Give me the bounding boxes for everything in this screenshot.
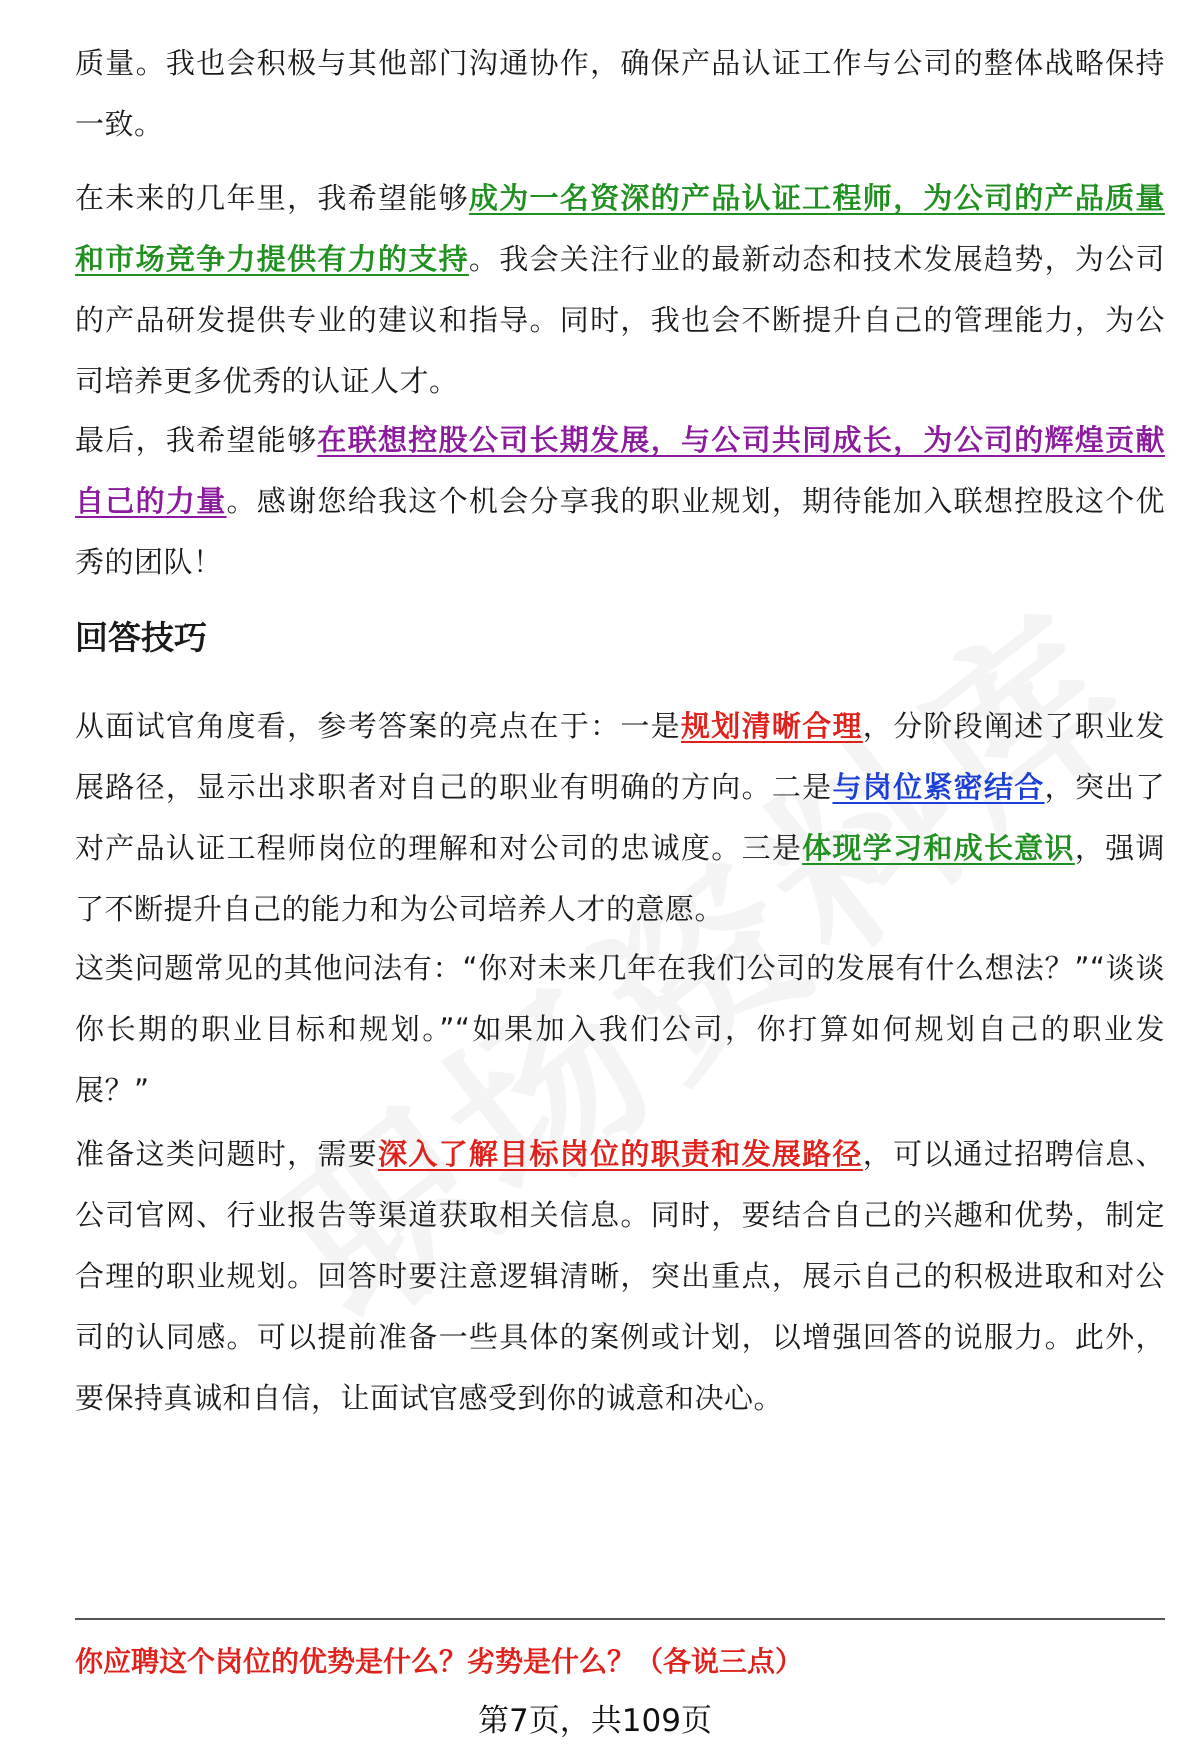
highlight-green: 体现学习和成长意识	[802, 831, 1075, 865]
text-run: 从面试官角度看，参考答案的亮点在于：一是	[75, 709, 681, 743]
text-run: 在未来的几年里，我希望能够	[75, 181, 469, 215]
text-run: 。感谢您给我这个机会分享我的职业规划，期待能加入联想控股这个优秀的团队！	[75, 484, 1165, 579]
highlight-purple: 在联想控股公司长期发展，与公司共同成长，为公司的辉煌贡献自己的力量	[75, 423, 1165, 518]
section-title: 回答技巧	[75, 618, 207, 657]
next-question-heading: 你应聘这个岗位的优势是什么？劣势是什么？（各说三点）	[75, 1645, 804, 1678]
highlight-green: 成为一名资深的产品认证工程师，为公司的产品质量和市场竞争力提供有力的支持	[75, 181, 1165, 276]
divider	[75, 1618, 1165, 1620]
text-run: ，可以通过招聘信息、公司官网、行业报告等渠道获取相关信息。同时，要结合自己的兴趣和优势，制定合理的职业规划。回答时要注意逻辑清晰，突出重点，展示自己的积极进取和对公司的认同感。可以提前准备一些具体的案例或计划，以增强回答的说服力。此外，要保持真诚和自信，让面试官感受到你的诚意和决心。	[75, 1137, 1165, 1415]
text-run: ，强调了不断提升自己的能力和为公司培养人才的意愿。	[75, 831, 1165, 926]
highlight-red: 规划清晰合理	[680, 709, 863, 743]
highlight-blue: 与岗位紧密结合	[832, 770, 1045, 804]
text-run: ，突出了对产品认证工程师岗位的理解和对公司的忠诚度。三是	[75, 770, 1165, 865]
paragraph-tips-highlights	[75, 696, 1165, 940]
page-number: 第7页，共109页	[478, 1703, 712, 1739]
text-run: ，分阶段阐述了职业发展路径，显示出求职者对自己的职业有明确的方向。二是	[75, 709, 1165, 804]
text-run: 准备这类问题时，需要	[75, 1137, 378, 1171]
paragraph-continuation: 质量。我也会积极与其他部门沟通协作，确保产品认证工作与公司的整体战略保持一致。	[75, 46, 1165, 141]
text-run: 。我会关注行业的最新动态和技术发展趋势，为公司的产品研发提供专业的建议和指导。同时，我也会不断提升自己的管理能力，为公司培养更多优秀的认证人才。	[75, 242, 1165, 398]
paragraph-future-plan	[75, 168, 1165, 412]
text-run: 最后，我希望能够	[75, 423, 318, 457]
highlight-red: 深入了解目标岗位的职责和发展路径	[378, 1137, 863, 1171]
paragraph-closing	[75, 410, 1165, 593]
paragraph-alternative-questions: 这类问题常见的其他问法有：“你对未来几年在我们公司的发展有什么想法？”“谈谈你长期的职业目标和规划。”“如果加入我们公司，你打算如何规划自己的职业发展？”	[75, 951, 1165, 1107]
paragraph-preparation	[75, 1124, 1165, 1429]
